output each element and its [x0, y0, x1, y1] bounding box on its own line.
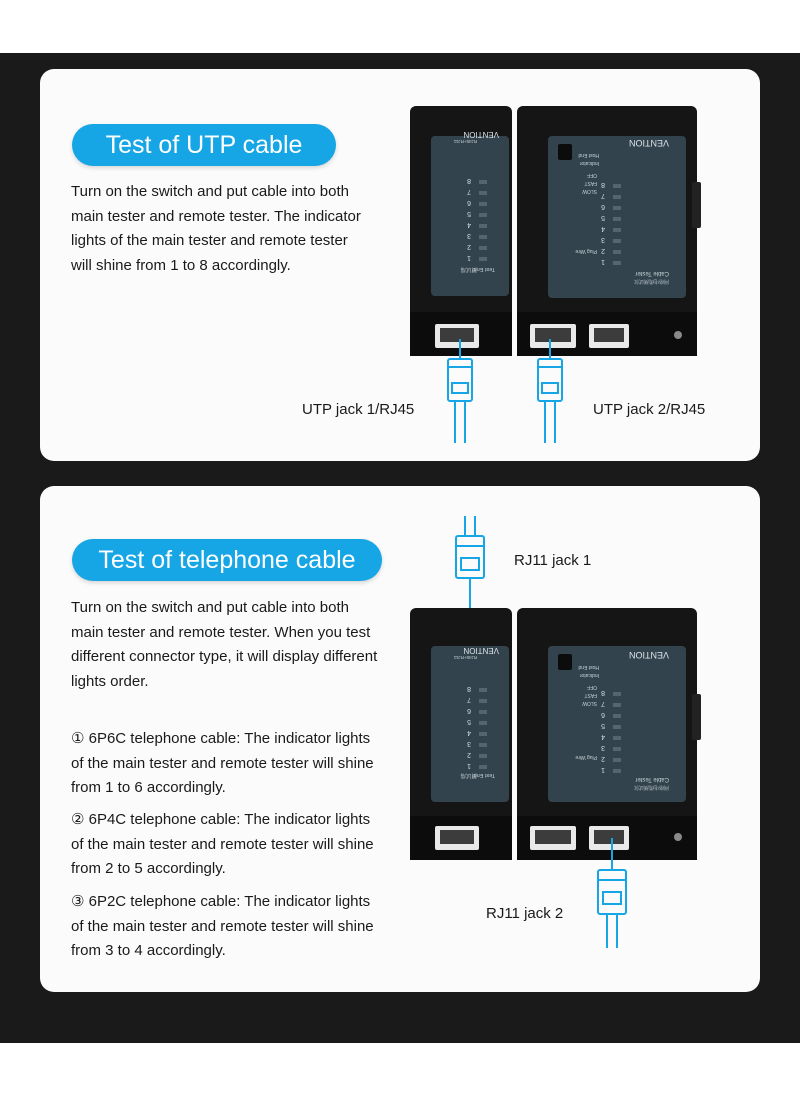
- led-number: 2: [601, 247, 605, 254]
- led-number: 6: [467, 199, 471, 206]
- led-number: 8: [601, 181, 605, 188]
- main-speed-fast: FAST: [584, 692, 597, 698]
- rj11-jack-2-label: RJ11 jack 2: [486, 905, 564, 922]
- led-number: 3: [467, 740, 471, 747]
- main-host-end: Host End: [578, 152, 599, 158]
- cable-tester-image-2: [405, 604, 705, 866]
- led-number: 8: [467, 685, 471, 692]
- led-indicator: [613, 714, 621, 718]
- led-indicator: [479, 721, 487, 725]
- telephone-case-6p6c: ① 6P6C telephone cable: The indicator lights of the main tester and remote tester will shine from 1 to 6 accordingly.: [71, 730, 374, 796]
- led-number: 1: [601, 766, 605, 773]
- led-number: 8: [601, 689, 605, 696]
- remote-port-label: RJ45+RJ11: [453, 655, 477, 660]
- led-number: 4: [467, 729, 471, 736]
- led-number: 3: [601, 236, 605, 243]
- led-number: 7: [467, 696, 471, 703]
- main-subtitle: 网络电缆测试仪: [633, 784, 669, 790]
- led-indicator: [613, 184, 621, 188]
- rj11-jack-1-label: RJ11 jack 1: [514, 552, 592, 569]
- led-indicator: [613, 206, 621, 210]
- cable-tester-image-1: [405, 102, 705, 362]
- led-number: 7: [467, 188, 471, 195]
- led-number: 5: [601, 214, 605, 221]
- led-number: 5: [467, 718, 471, 725]
- led-number: 6: [601, 203, 605, 210]
- led-indicator: [613, 195, 621, 199]
- led-number: 7: [601, 192, 605, 199]
- utp-heading-pill: [72, 124, 336, 166]
- led-indicator: [479, 688, 487, 692]
- main-switch-button: [558, 654, 572, 670]
- led-indicator: [613, 758, 621, 762]
- main-speed-fast: FAST: [584, 180, 597, 186]
- utp-plug-left: [442, 339, 478, 443]
- telephone-case-6p2c: ③ 6P2C telephone cable: The indicator lights of the main tester and remote tester will shine from 3 to 4 accordingly.: [71, 893, 374, 959]
- telephone-heading-pill: [72, 539, 382, 581]
- led-number: 6: [601, 711, 605, 718]
- led-indicator: [479, 246, 487, 250]
- led-number: 2: [467, 243, 471, 250]
- main-brand: VENTION: [628, 650, 669, 660]
- main-speed-slow: SLOW: [582, 700, 597, 706]
- led-number: 4: [601, 225, 605, 232]
- utp-jack-1-label: UTP jack 1/RJ45: [302, 401, 415, 418]
- remote-title: Test End: [473, 266, 495, 272]
- remote-brand: VENTION: [463, 130, 499, 139]
- led-number: 3: [601, 744, 605, 751]
- led-indicator: [479, 710, 487, 714]
- main-brand: VENTION: [628, 138, 669, 148]
- main-title: Cable Tester: [635, 270, 669, 276]
- led-indicator: [613, 769, 621, 773]
- remote-subtitle: 测试端: [460, 772, 477, 778]
- main-speed-off: OFF: [587, 172, 597, 178]
- led-indicator: [479, 224, 487, 228]
- utp-description: Turn on the switch and put cable into both main tester and remote tester. The indicator lights of the main tester and remote tester will shine from 1 to 8 accordingly.: [71, 183, 361, 274]
- led-indicator: [613, 239, 621, 243]
- led-indicator: [613, 736, 621, 740]
- led-indicator: [479, 257, 487, 261]
- led-number: 5: [467, 210, 471, 217]
- main-indicator: Indicator: [579, 672, 599, 678]
- led-indicator: [479, 213, 487, 217]
- led-indicator: [479, 732, 487, 736]
- utp-heading: Test of UTP cable: [105, 131, 303, 159]
- main-host-end: Host End: [578, 664, 599, 670]
- led-indicator: [479, 765, 487, 769]
- led-indicator: [479, 202, 487, 206]
- main-title: Cable Tester: [635, 776, 669, 782]
- led-indicator: [479, 180, 487, 184]
- remote-port-label: RJ45+RJ11: [453, 139, 477, 144]
- utp-jack-2-label: UTP jack 2/RJ45: [593, 401, 706, 418]
- remote-title: Test End: [473, 772, 495, 778]
- utp-test-card: [40, 69, 760, 461]
- rj11-plug-top: [450, 516, 490, 616]
- led-indicator: [613, 250, 621, 254]
- led-number: 5: [601, 722, 605, 729]
- led-indicator: [479, 743, 487, 747]
- led-indicator: [613, 692, 621, 696]
- main-speed-slow: SLOW: [582, 188, 597, 194]
- power-switch: [692, 182, 701, 228]
- led-number: 4: [467, 221, 471, 228]
- utp-plug-right: [532, 339, 568, 443]
- telephone-test-card: [40, 486, 760, 992]
- led-indicator: [613, 261, 621, 265]
- indicator-dot: [674, 833, 682, 841]
- led-number: 1: [467, 762, 471, 769]
- telephone-case-6p4c: ② 6P4C telephone cable: The indicator lights of the main tester and remote tester will shine from 2 to 5 accordingly.: [71, 811, 374, 877]
- led-number: 8: [467, 177, 471, 184]
- led-number: 4: [601, 733, 605, 740]
- main-indicator: Indicator: [579, 160, 599, 166]
- led-indicator: [613, 228, 621, 232]
- led-number: 3: [467, 232, 471, 239]
- led-indicator: [613, 703, 621, 707]
- led-indicator: [613, 747, 621, 751]
- rj11-plug-bottom: [592, 838, 632, 948]
- main-plug-wire: Plug Wire: [575, 248, 597, 254]
- main-plug-wire: Plug Wire: [575, 754, 597, 760]
- main-speed-off: OFF: [587, 684, 597, 690]
- led-indicator: [613, 725, 621, 729]
- led-number: 2: [601, 755, 605, 762]
- main-subtitle: 网络电缆测试仪: [633, 278, 669, 284]
- telephone-heading: Test of telephone cable: [98, 546, 356, 574]
- led-indicator: [479, 699, 487, 703]
- led-indicator: [479, 235, 487, 239]
- remote-subtitle: 测试端: [460, 266, 477, 272]
- led-indicator: [613, 217, 621, 221]
- main-switch-button: [558, 144, 572, 160]
- indicator-dot: [674, 331, 682, 339]
- led-number: 1: [467, 254, 471, 261]
- remote-brand: VENTION: [463, 646, 499, 655]
- led-number: 7: [601, 700, 605, 707]
- telephone-description: Turn on the switch and put cable into both main tester and remote tester. When you test different connector type, it will display different lights order.: [71, 599, 378, 690]
- led-indicator: [479, 191, 487, 195]
- led-number: 6: [467, 707, 471, 714]
- led-indicator: [479, 754, 487, 758]
- power-switch: [692, 694, 701, 740]
- led-number: 1: [601, 258, 605, 265]
- led-number: 2: [467, 751, 471, 758]
